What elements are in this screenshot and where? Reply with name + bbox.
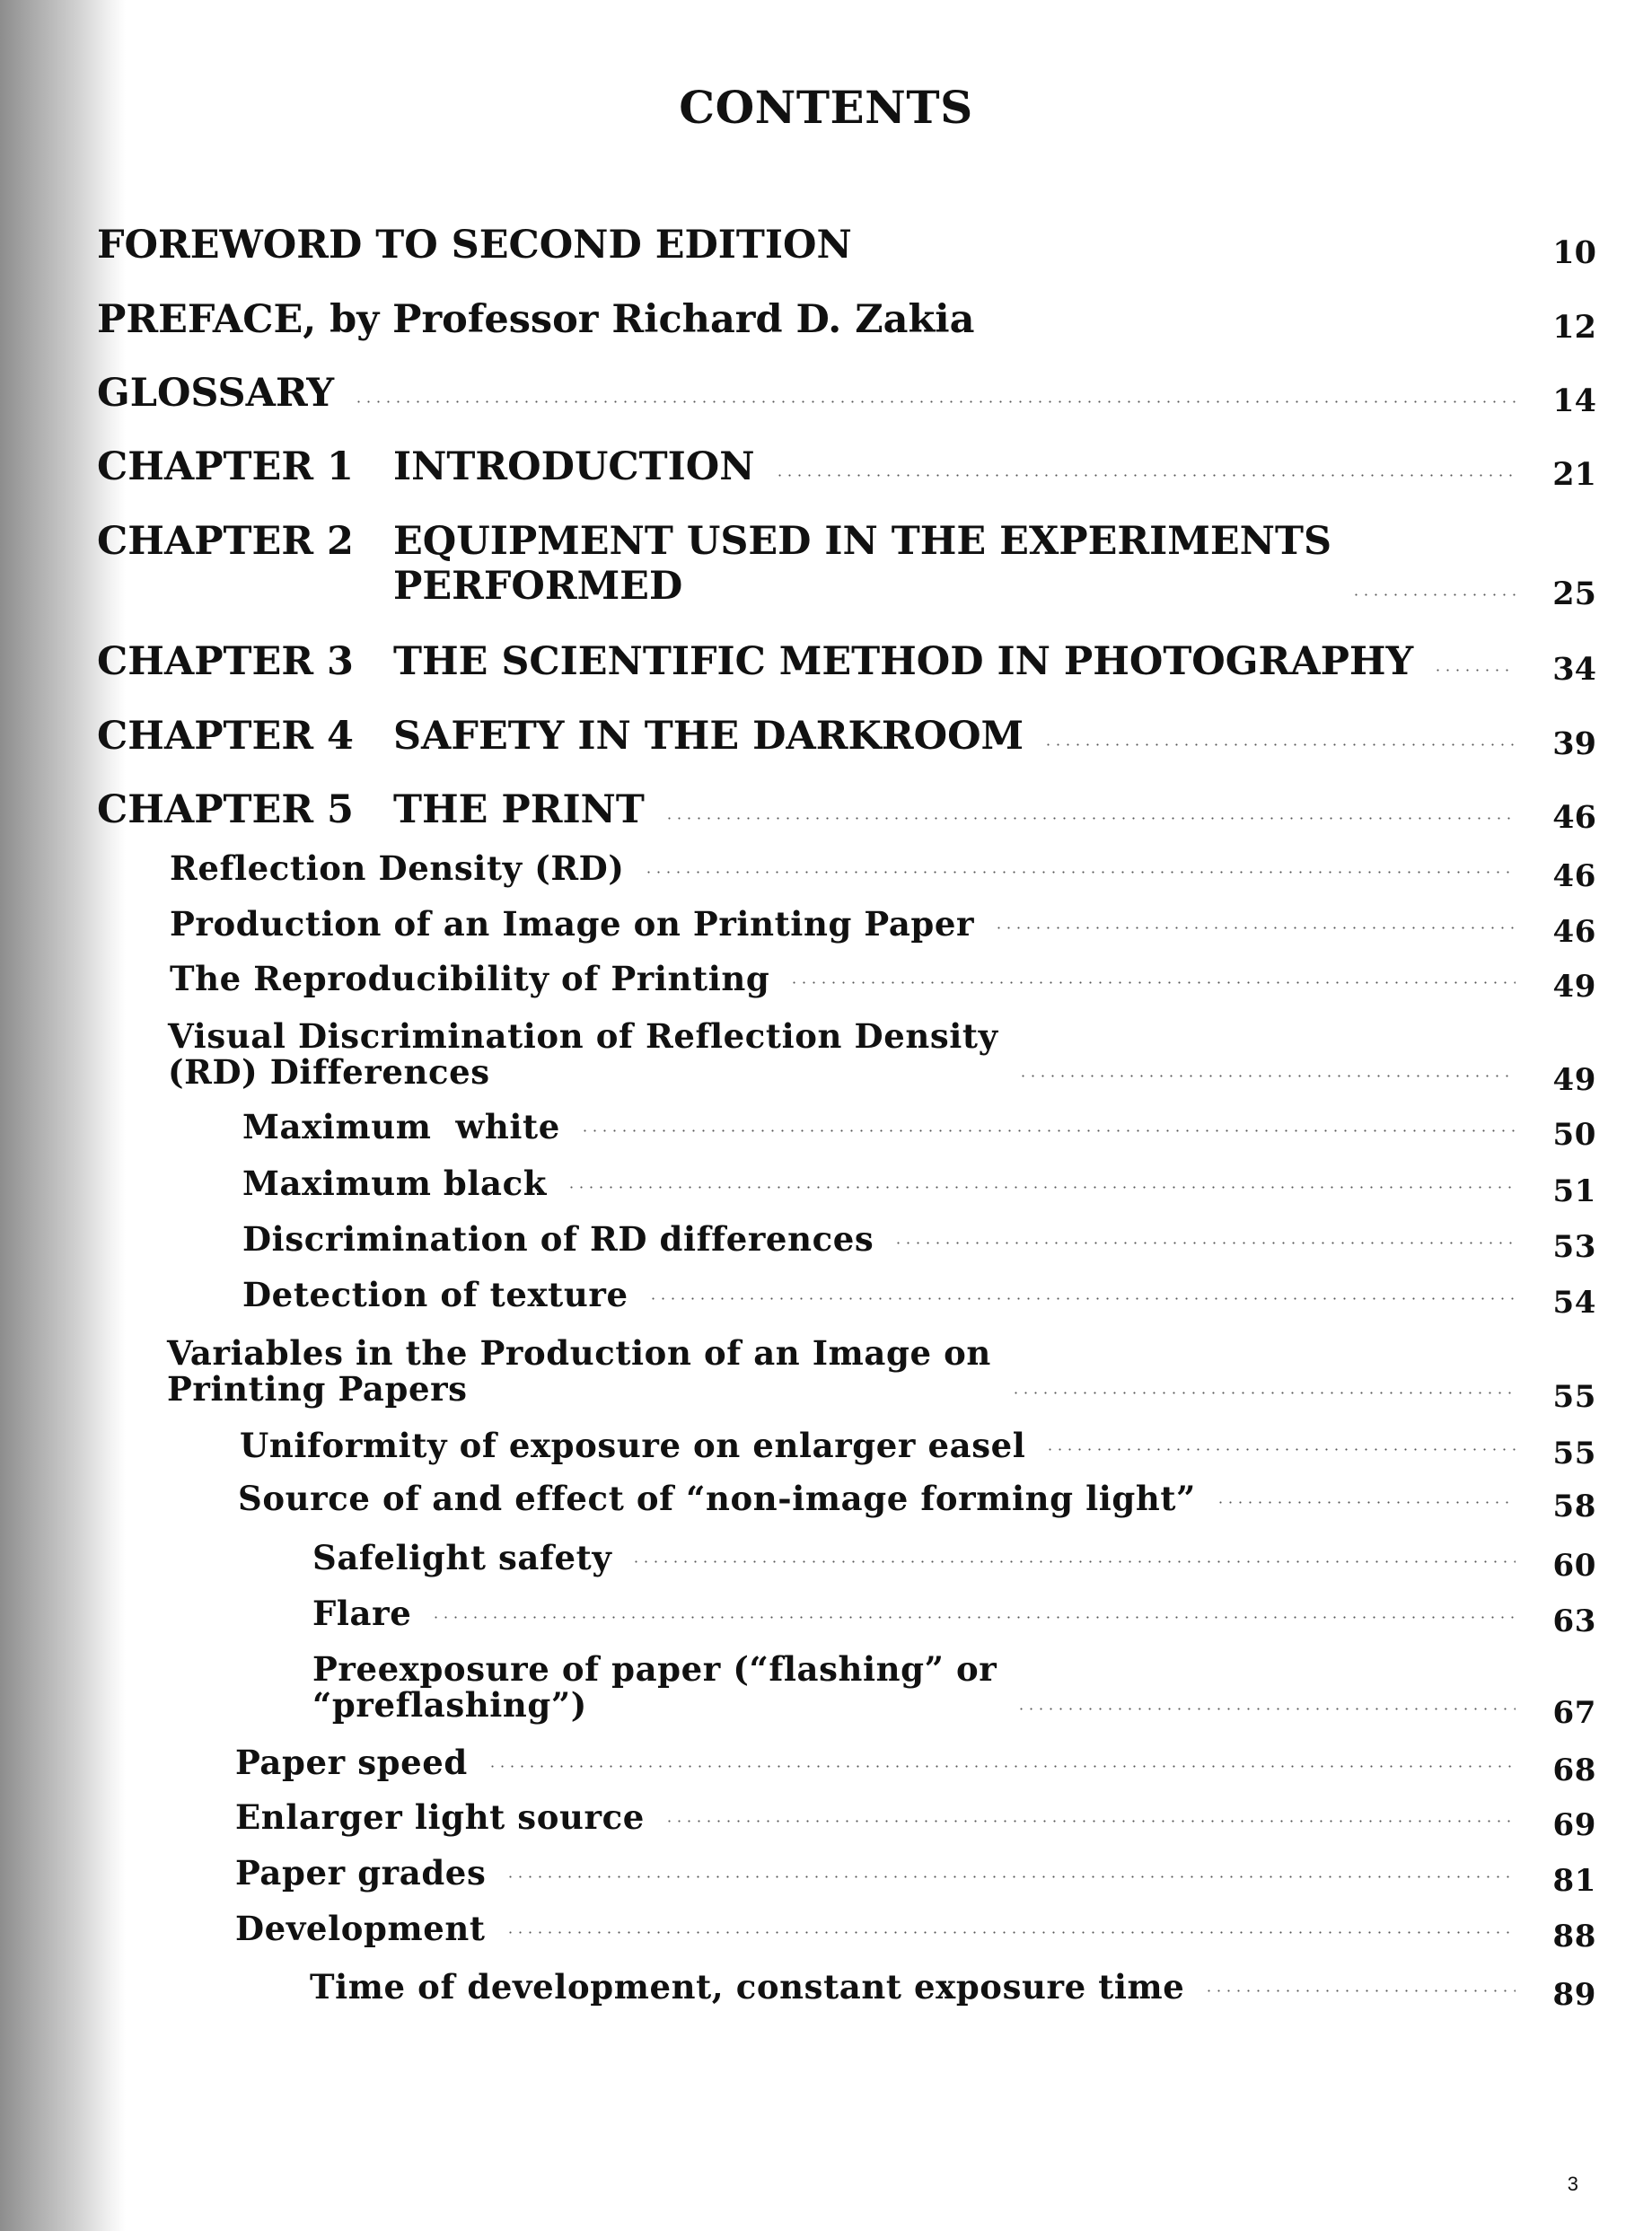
- toc-section[interactable]: Reflection Density (RD) 46: [170, 848, 1596, 894]
- toc-entry-chapter-1[interactable]: CHAPTER 1 INTRODUCTION 21: [97, 444, 1596, 489]
- dot-leader: [580, 1129, 1516, 1132]
- toc-section[interactable]: Production of an Image on Printing Paper 46: [170, 904, 1596, 950]
- page-number: 12: [1552, 309, 1596, 346]
- toc-section[interactable]: The Reproducibility of Printing 49: [170, 959, 1596, 1005]
- toc-subsection[interactable]: Source of and effect of “non-image forming light” 58: [238, 1479, 1596, 1524]
- page-number: 39: [1552, 725, 1596, 762]
- toc-entry-chapter-3[interactable]: CHAPTER 3 THE SCIENTIFIC METHOD IN PHOTOGRAPHY 34: [97, 639, 1596, 684]
- toc-subsection[interactable]: Paper speed 68: [235, 1743, 1596, 1788]
- dot-leader: [775, 474, 1516, 477]
- toc-subsection[interactable]: Maximum white 50: [242, 1107, 1596, 1153]
- dot-leader: [1011, 1392, 1516, 1394]
- dot-leader: [354, 400, 1516, 403]
- page-number: 49: [1552, 969, 1596, 1005]
- dot-leader: [431, 1616, 1516, 1619]
- toc-subsection[interactable]: Paper grades 81: [235, 1853, 1596, 1899]
- page-number: 89: [1552, 1977, 1596, 2013]
- page-number: 68: [1552, 1752, 1596, 1788]
- chapter-number: CHAPTER 4: [97, 714, 354, 759]
- page-number: 55: [1552, 1379, 1596, 1415]
- page-number: 34: [1552, 651, 1596, 688]
- folio-page-number: 3: [1567, 2173, 1578, 2195]
- page-number: 25: [1552, 575, 1596, 612]
- dot-leader: [567, 1186, 1516, 1189]
- toc-section[interactable]: Variables in the Production of an Image on Printing Papers 55: [167, 1333, 1596, 1415]
- page-number: 51: [1552, 1173, 1596, 1209]
- dot-leader: [505, 1931, 1516, 1934]
- page-number: 21: [1552, 456, 1596, 493]
- page-number: 46: [1552, 858, 1596, 894]
- toc-subsection[interactable]: Uniformity of exposure on enlarger easel 55: [240, 1426, 1596, 1471]
- page-number: 60: [1552, 1548, 1596, 1584]
- dot-leader: [648, 1297, 1516, 1300]
- toc-entry-chapter-5[interactable]: CHAPTER 5 THE PRINT 46: [97, 787, 1596, 832]
- chapter-number: CHAPTER 5: [97, 787, 354, 832]
- dot-leader: [505, 1875, 1516, 1878]
- dot-leader: [1045, 1448, 1516, 1451]
- dot-leader: [644, 871, 1516, 874]
- chapter-number: CHAPTER 3: [97, 639, 354, 684]
- page-number: 63: [1552, 1603, 1596, 1639]
- dot-leader: [1016, 1708, 1516, 1710]
- dot-leader: [1018, 1075, 1516, 1077]
- page-number: 50: [1552, 1117, 1596, 1153]
- toc-subsubsection[interactable]: Flare 63: [312, 1594, 1596, 1639]
- dot-leader: [1216, 1501, 1516, 1504]
- toc-subsubsection[interactable]: Preexposure of paper (“flashing” or “preflashing”) 67: [312, 1649, 1596, 1731]
- dot-leader: [488, 1765, 1516, 1768]
- page-number: 46: [1552, 799, 1596, 836]
- page-number: 67: [1552, 1695, 1596, 1731]
- page-number: 69: [1552, 1807, 1596, 1843]
- page-number: 54: [1552, 1285, 1596, 1321]
- toc-subsubsection[interactable]: Time of development, constant exposure time 89: [310, 1967, 1596, 2013]
- page-number: 81: [1552, 1863, 1596, 1899]
- page-number: 14: [1552, 382, 1596, 419]
- dot-leader: [789, 981, 1516, 984]
- toc-entry-foreword[interactable]: FOREWORD TO SECOND EDITION 10: [97, 223, 1596, 268]
- toc-subsection[interactable]: Discrimination of RD differences 53: [242, 1219, 1596, 1265]
- dot-leader: [1351, 593, 1516, 596]
- toc-entry-preface[interactable]: PREFACE, by Professor Richard D. Zakia 12: [97, 297, 1596, 342]
- chapter-number: CHAPTER 2: [97, 519, 354, 564]
- page-number: 88: [1552, 1919, 1596, 1954]
- toc-entry-chapter-4[interactable]: CHAPTER 4 SAFETY IN THE DARKROOM 39: [97, 714, 1596, 759]
- dot-leader: [1433, 669, 1516, 672]
- dot-leader: [994, 927, 1516, 929]
- page-number: 49: [1552, 1062, 1596, 1098]
- toc-subsection[interactable]: Detection of texture 54: [242, 1275, 1596, 1321]
- page-number: 53: [1552, 1229, 1596, 1265]
- chapter-number: CHAPTER 1: [97, 444, 354, 489]
- toc-subsection[interactable]: Development 88: [235, 1909, 1596, 1954]
- dot-leader: [1204, 1989, 1516, 1992]
- page-number: 58: [1552, 1489, 1596, 1524]
- toc-entry-chapter-2[interactable]: CHAPTER 2 EQUIPMENT USED IN THE EXPERIMENTS PERFORMED 25: [97, 519, 1596, 609]
- toc-section[interactable]: Visual Discrimination of Reflection Density (RD) Differences 49: [168, 1016, 1596, 1098]
- page-number: 46: [1552, 914, 1596, 950]
- dot-leader: [664, 817, 1516, 820]
- dot-leader: [893, 1242, 1516, 1244]
- page-number: 55: [1552, 1436, 1596, 1471]
- toc-subsection[interactable]: Enlarger light source 69: [235, 1797, 1596, 1843]
- dot-leader: [1043, 743, 1516, 746]
- dot-leader: [664, 1820, 1516, 1823]
- toc-subsubsection[interactable]: Safelight safety 60: [312, 1538, 1596, 1584]
- toc-subsection[interactable]: Maximum black 51: [242, 1164, 1596, 1209]
- toc-entry-glossary[interactable]: GLOSSARY 14: [97, 371, 1596, 416]
- dot-leader: [631, 1560, 1516, 1563]
- page-number: 10: [1552, 234, 1596, 271]
- page-title: CONTENTS: [679, 81, 973, 134]
